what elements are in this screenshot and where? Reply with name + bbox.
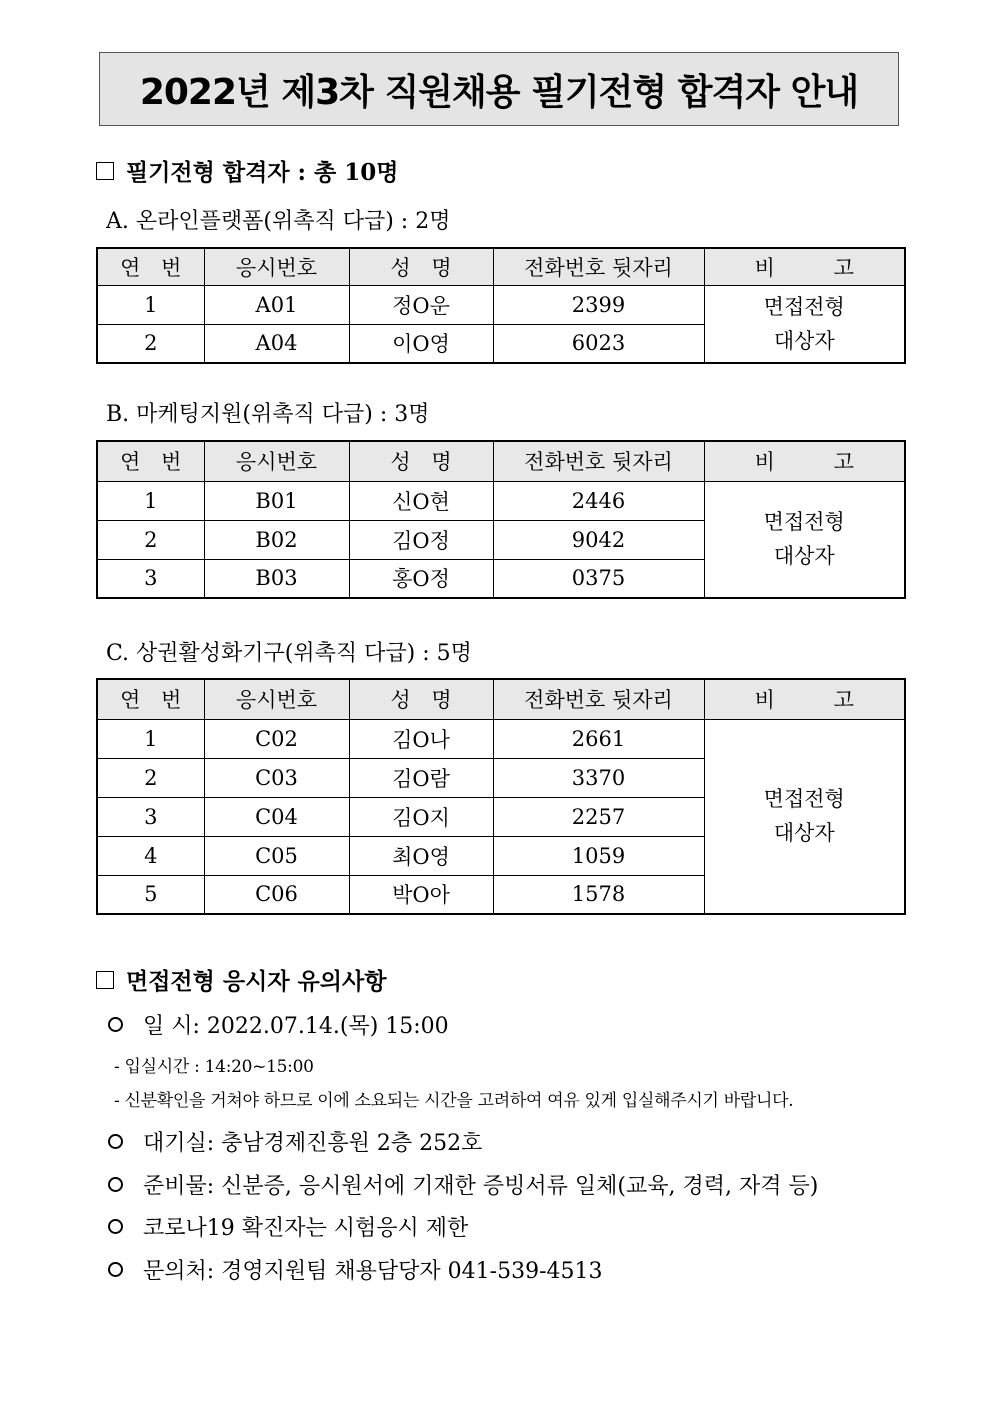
section-heading-passers (96, 154, 399, 187)
cell-name: 김O지 (349, 797, 493, 836)
cell-note: 면접전형 대상자 (704, 719, 905, 914)
cell-phone: 2399 (493, 285, 704, 324)
cell-phone: 6023 (493, 324, 704, 363)
col-header-name: 성 명 (349, 248, 493, 285)
cell-phone: 1059 (493, 836, 704, 875)
cell-name: 이O영 (349, 324, 493, 363)
notice-text: 준비물: 신분증, 응시원서에 기재한 증빙서류 일체(교육, 경력, 자격 등) (143, 1174, 819, 1199)
cell-no: 1 (97, 719, 204, 758)
col-header-id: 응시번호 (204, 441, 349, 481)
section-heading-text: 면접전형 응시자 유의사항 (126, 968, 387, 995)
notice-item-contact (108, 1254, 603, 1285)
notice-text: 대기실: 충남경제진흥원 2층 252호 (143, 1131, 483, 1156)
cell-phone: 2257 (493, 797, 704, 836)
section-heading-text: 필기전형 합격자 : 총 10명 (126, 159, 399, 186)
cell-name: 박O아 (349, 875, 493, 914)
cell-no: 3 (97, 559, 204, 598)
table-group-a (96, 247, 906, 364)
cell-name: 김O정 (349, 520, 493, 559)
col-header-phone: 전화번호 뒷자리 (493, 248, 704, 285)
checkbox-square-icon (96, 971, 114, 989)
cell-phone: 2661 (493, 719, 704, 758)
table-row (97, 719, 905, 758)
page-title: 2022년 제3차 직원채용 필기전형 합격자 안내 (139, 71, 859, 113)
cell-no: 2 (97, 520, 204, 559)
cell-phone: 2446 (493, 481, 704, 520)
cell-note: 면접전형 대상자 (704, 481, 905, 598)
cell-name: 정O운 (349, 285, 493, 324)
cell-phone: 1578 (493, 875, 704, 914)
cell-no: 4 (97, 836, 204, 875)
cell-phone: 9042 (493, 520, 704, 559)
col-header-no: 연 번 (97, 441, 204, 481)
col-header-note: 비 고 (704, 679, 905, 719)
col-header-no: 연 번 (97, 679, 204, 719)
cell-id: B01 (204, 481, 349, 520)
cell-id: C06 (204, 875, 349, 914)
col-header-phone: 전화번호 뒷자리 (493, 679, 704, 719)
cell-no: 2 (97, 758, 204, 797)
circle-bullet-icon (108, 1134, 123, 1149)
cell-name: 김O람 (349, 758, 493, 797)
group-title-b: B. 마케팅지원(위촉직 다급) : 3명 (106, 402, 430, 427)
cell-no: 3 (97, 797, 204, 836)
col-header-id: 응시번호 (204, 248, 349, 285)
cell-name: 김O나 (349, 719, 493, 758)
col-header-note: 비 고 (704, 441, 905, 481)
cell-phone: 0375 (493, 559, 704, 598)
notice-item-materials (108, 1169, 818, 1200)
table-row (97, 285, 905, 324)
notice-item-waiting-room (108, 1126, 482, 1157)
notice-text: 코로나19 확진자는 시험응시 제한 (143, 1216, 469, 1241)
cell-id: C03 (204, 758, 349, 797)
checkbox-square-icon (96, 162, 114, 180)
col-header-no: 연 번 (97, 248, 204, 285)
col-header-phone: 전화번호 뒷자리 (493, 441, 704, 481)
cell-name: 신O현 (349, 481, 493, 520)
table-header-row (97, 441, 905, 481)
cell-id: A04 (204, 324, 349, 363)
title-box (99, 52, 899, 126)
cell-no: 1 (97, 481, 204, 520)
table-group-b (96, 440, 906, 599)
cell-no: 1 (97, 285, 204, 324)
cell-name: 최O영 (349, 836, 493, 875)
circle-bullet-icon (108, 1177, 123, 1192)
cell-phone: 3370 (493, 758, 704, 797)
notice-item-covid (108, 1211, 468, 1242)
cell-id: C04 (204, 797, 349, 836)
notice-text: 문의처: 경영지원팀 채용담당자 041-539-4513 (143, 1259, 603, 1284)
cell-no: 5 (97, 875, 204, 914)
circle-bullet-icon (108, 1017, 123, 1032)
col-header-id: 응시번호 (204, 679, 349, 719)
group-title-a: A. 온라인플랫폼(위촉직 다급) : 2명 (106, 209, 451, 234)
cell-name: 홍O정 (349, 559, 493, 598)
notice-item-schedule (108, 1009, 449, 1040)
table-header-row (97, 248, 905, 285)
table-group-c (96, 678, 906, 915)
cell-no: 2 (97, 324, 204, 363)
table-header-row (97, 679, 905, 719)
cell-id: B03 (204, 559, 349, 598)
notice-sub-id-check: - 신분확인을 거쳐야 하므로 이에 소요되는 시간을 고려하여 여유 있게 입실해주시기 바랍니다. (114, 1091, 794, 1111)
circle-bullet-icon (108, 1262, 123, 1277)
section-heading-notice (96, 963, 386, 996)
notice-sub-entry-time: - 입실시간 : 14:20~15:00 (114, 1057, 314, 1077)
table-row (97, 481, 905, 520)
circle-bullet-icon (108, 1219, 123, 1234)
col-header-name: 성 명 (349, 441, 493, 481)
group-title-c: C. 상권활성화기구(위촉직 다급) : 5명 (106, 641, 472, 666)
cell-id: B02 (204, 520, 349, 559)
col-header-name: 성 명 (349, 679, 493, 719)
cell-id: A01 (204, 285, 349, 324)
cell-note: 면접전형 대상자 (704, 285, 905, 363)
notice-text: 일 시: 2022.07.14.(목) 15:00 (143, 1014, 449, 1039)
cell-id: C02 (204, 719, 349, 758)
col-header-note: 비 고 (704, 248, 905, 285)
cell-id: C05 (204, 836, 349, 875)
